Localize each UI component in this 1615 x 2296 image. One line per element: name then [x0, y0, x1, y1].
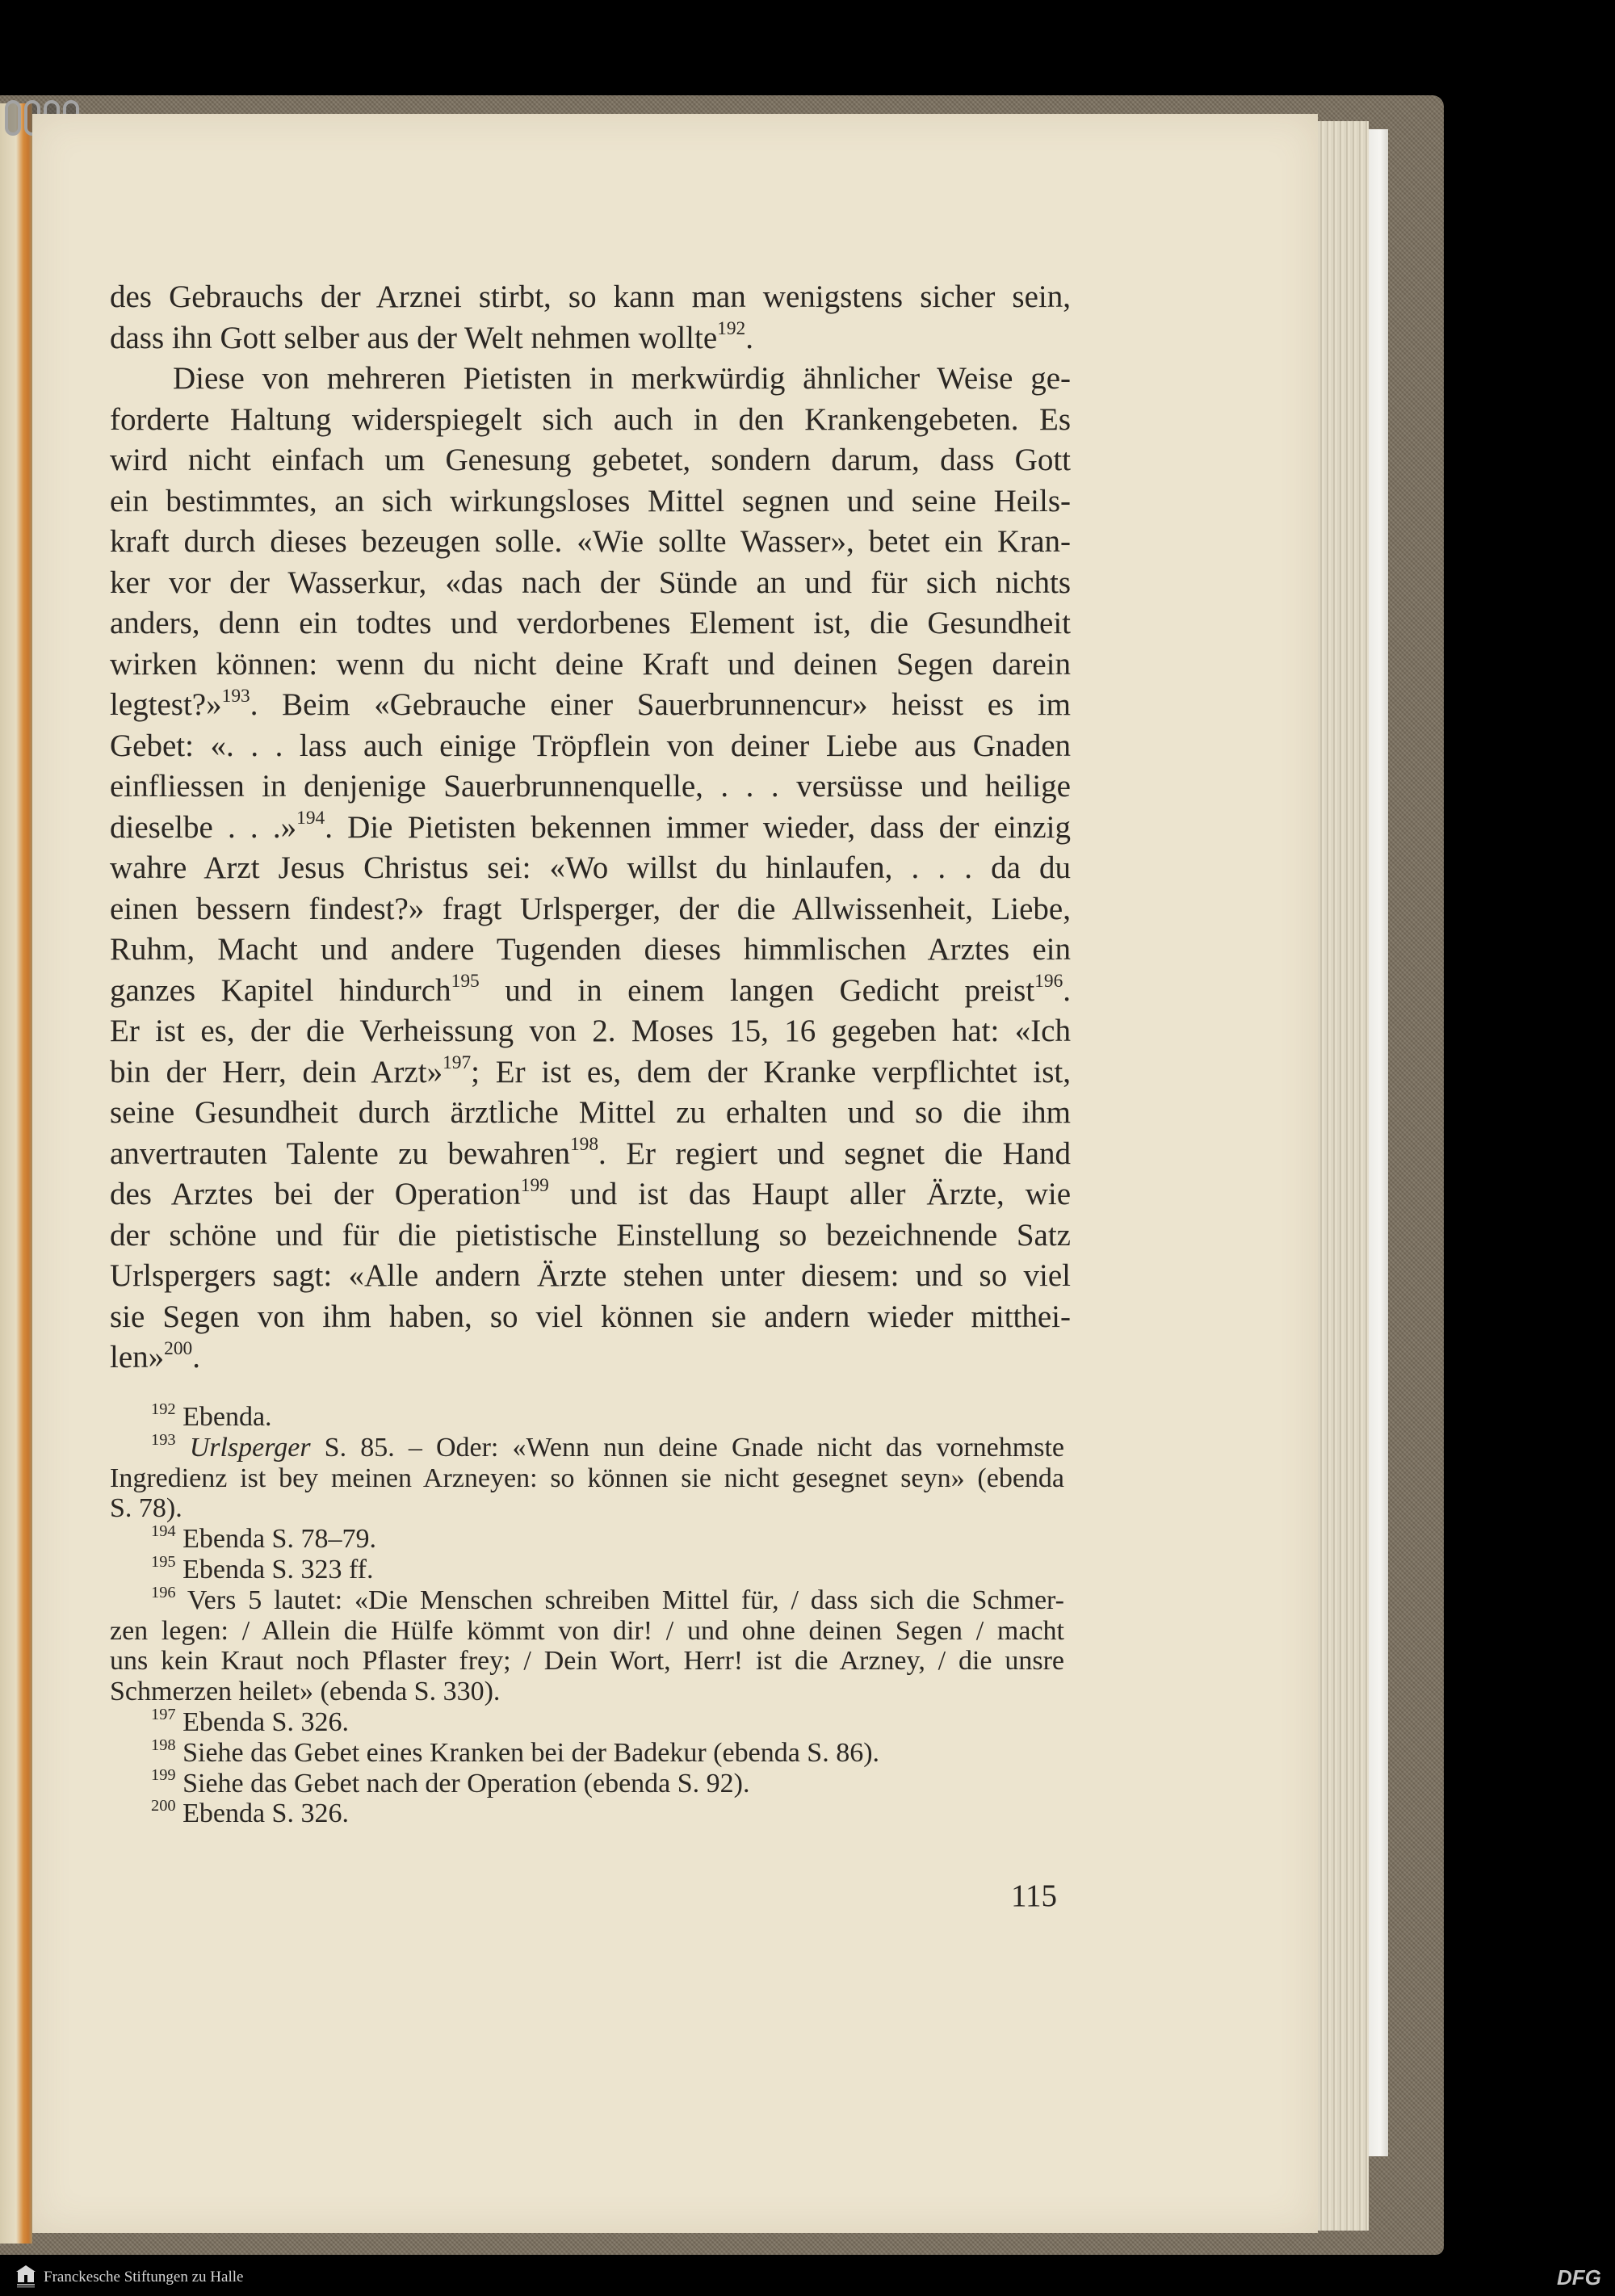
- body-line: [110, 563, 1071, 604]
- footnote-line: [110, 1677, 1064, 1707]
- body-line: [110, 685, 1071, 726]
- body-line: [110, 1215, 1071, 1257]
- footnote-text: Ebenda S. 78–79.: [175, 1524, 376, 1555]
- body-text-run: wirken können: wenn du nicht deine Kraft und deinen Segen darein: [110, 646, 1071, 682]
- endpaper-edge: [1369, 129, 1388, 2156]
- footnote-text: zen legen: / Allein die Hülfe kömmt von dir! / und ohne deinen Segen / macht: [110, 1615, 1064, 1646]
- body-text-run: der schöne und für die pietistische Einstellung so bezeichnende Satz: [110, 1217, 1071, 1253]
- body-text-run: . Er regiert und segnet die Hand: [598, 1135, 1071, 1171]
- page-number: 115: [1010, 1878, 1057, 1913]
- body-text-run: ganzes Kapitel hindurch: [110, 972, 451, 1008]
- body-line: [110, 400, 1071, 441]
- body-line: [110, 1337, 1071, 1379]
- institution-name: Franckesche Stiftungen zu Halle: [44, 2269, 244, 2286]
- footnote-reference: 192: [717, 318, 746, 340]
- footnote-line: [110, 1463, 1064, 1494]
- body-line: [110, 848, 1071, 889]
- footnote-line: [110, 1524, 1064, 1555]
- body-text-run: Er ist es, der die Verheissung von 2. Moses 15, 16 gegeben hat: «Ich: [110, 1014, 1071, 1048]
- body-text-run: anders, denn ein todtes und verdorbenes Element ist, die Gesundheit: [110, 606, 1071, 640]
- footnote-line: [110, 1738, 1064, 1769]
- body-line: [110, 1011, 1071, 1052]
- body-line: [110, 359, 1071, 400]
- body-text-run: anvertrauten Talente zu bewahren: [110, 1135, 570, 1171]
- body-text-run: des Arztes bei der Operation: [110, 1177, 521, 1211]
- body-line: [110, 644, 1071, 686]
- footnote-number: 194: [151, 1522, 176, 1540]
- body-line: [110, 930, 1071, 971]
- footnote-line: [110, 1585, 1064, 1616]
- footnote-line: [110, 1646, 1064, 1677]
- footnote-reference: 199: [520, 1174, 549, 1196]
- footnote-reference: 197: [443, 1052, 472, 1074]
- body-text-run: wird nicht einfach um Genesung gebetet, sondern darum, dass Gott: [110, 443, 1071, 477]
- franckesche-logo-icon: [15, 2263, 37, 2289]
- body-line: [110, 1297, 1071, 1338]
- page-block-edge: [1318, 121, 1369, 2231]
- body-text-run: einen bessern findest?» fragt Urlsperger, der die Allwissenheit, Liebe,: [110, 891, 1071, 926]
- body-text-run: des Gebrauchs der Arznei stirbt, so kann man wenigstens sicher sein,: [110, 279, 1071, 314]
- body-line: [110, 1134, 1071, 1175]
- body-text-run: Diese von mehreren Pietisten in merkwürdig ähnlicher Weise ge-: [173, 361, 1071, 396]
- footnote-reference: 193: [221, 685, 250, 707]
- book-page: [32, 114, 1318, 2233]
- body-text-run: Gebet: «. . . lass auch einige Tröpflein von deiner Liebe aus Gnaden: [110, 728, 1071, 763]
- body-text-run: .: [192, 1340, 200, 1375]
- footnote-line: [110, 1616, 1064, 1647]
- footnote-number: 195: [151, 1552, 176, 1571]
- footnote-number: 199: [151, 1766, 176, 1785]
- body-text-run: Urlspergers sagt: «Alle andern Ärzte stehen unter diesem: und so viel: [110, 1258, 1071, 1293]
- body-text-run: und in einem langen Gedicht preist: [479, 972, 1035, 1008]
- footnotes: [110, 1402, 1064, 1829]
- footnote-line: [110, 1493, 1064, 1524]
- body-text-run: legtest?»: [110, 687, 222, 722]
- footnote-text: Ebenda S. 326.: [175, 1799, 349, 1829]
- body-line: [110, 1174, 1071, 1215]
- footnote-author: Urlsperger: [175, 1432, 311, 1463]
- footnote-reference: 200: [164, 1337, 193, 1359]
- body-line: [110, 522, 1071, 563]
- footnote-reference: 195: [451, 971, 480, 993]
- body-text-run: dass ihn Gott selber aus der Welt nehmen wollte: [110, 320, 718, 355]
- body-line: [110, 603, 1071, 644]
- body-text-run: .: [1063, 972, 1072, 1008]
- body-text: [110, 277, 1071, 1379]
- footnote-number: 198: [151, 1736, 176, 1754]
- body-text-run: . Beim «Gebrauche einer Sauerbrunnencur» heisst es im: [250, 687, 1071, 722]
- body-text-run: Ruhm, Macht und andere Tugenden dieses himmlischen Arztes ein: [110, 932, 1071, 967]
- footnote-text: Vers 5 lautet: «Die Menschen schreiben Mittel für, / dass sich die Schmer-: [175, 1585, 1064, 1615]
- body-text-run: und ist das Haupt aller Ärzte, wie: [548, 1177, 1072, 1211]
- body-line: [110, 318, 1071, 359]
- footnote-line: [110, 1707, 1064, 1738]
- footnote-text: Schmerzen heilet» (ebenda S. 330).: [110, 1677, 501, 1707]
- body-line: [110, 766, 1071, 808]
- footnote-line: [110, 1799, 1064, 1829]
- body-line: [110, 481, 1071, 523]
- footnote-line: [110, 1402, 1064, 1433]
- body-line: [110, 971, 1071, 1012]
- body-text-run: kraft durch dieses bezeugen solle. «Wie sollte Wasser», betet ein Kran-: [110, 524, 1071, 559]
- body-text-run: forderte Haltung widerspiegelt sich auch in den Krankengebeten. Es: [110, 401, 1071, 437]
- footnote-text: Ebenda S. 323 ff.: [175, 1554, 374, 1585]
- body-text-run: . Die Pietisten bekennen immer wieder, dass der einzig: [325, 809, 1072, 845]
- body-line: [110, 440, 1071, 481]
- footnote-text: Ingredienz ist bey meinen Arzneyen: so können sie nicht gesegnet seyn» (ebenda: [110, 1463, 1064, 1493]
- body-line: [110, 889, 1071, 930]
- footnote-text: Ebenda.: [175, 1402, 272, 1432]
- body-text-run: sie Segen von ihm haben, so viel können sie andern wieder mitthei-: [110, 1299, 1071, 1334]
- footnote-number: 192: [151, 1400, 176, 1418]
- footnote-text: uns kein Kraut noch Pflaster frey; / Dein Wort, Herr! ist die Arzney, / die unsre: [110, 1646, 1064, 1677]
- body-line: [110, 808, 1071, 849]
- footnote-number: 200: [151, 1797, 176, 1815]
- footnote-reference: 198: [569, 1134, 599, 1156]
- binding-ring-icon: [5, 100, 21, 136]
- body-text-run: ; Er ist es, dem der Kranke verpflichtet ist,: [471, 1054, 1071, 1089]
- footnote-line: [110, 1766, 1064, 1799]
- footnote-text: Ebenda S. 326.: [175, 1706, 349, 1737]
- body-line: [110, 1256, 1071, 1297]
- body-line: [110, 1052, 1071, 1093]
- footnote-line: [110, 1430, 1064, 1463]
- footnote-number: 193: [151, 1430, 176, 1449]
- body-text-run: ker vor der Wasserkur, «das nach der Sünde an und für sich nichts: [110, 565, 1071, 600]
- body-text-run: einfliessen in denjenige Sauerbrunnenquelle, . . . versüsse und heilige: [110, 769, 1071, 804]
- body-text-run: len»: [110, 1340, 165, 1375]
- footnote-text: S. 85. – Oder: «Wenn nun deine Gnade nicht das vornehmste: [310, 1432, 1064, 1463]
- footnote-number: 197: [151, 1705, 176, 1723]
- footnote-text: S. 78).: [110, 1493, 182, 1524]
- body-text-run: wahre Arzt Jesus Christus sei: «Wo willst du hinlaufen, . . . da du: [110, 850, 1071, 885]
- body-text-run: .: [745, 320, 753, 355]
- dfg-logo: DFG: [1557, 2265, 1601, 2290]
- body-text-run: bin der Herr, dein Arzt»: [110, 1054, 443, 1089]
- footnote-text: Siehe das Gebet nach der Operation (ebenda S. 92).: [175, 1768, 750, 1799]
- footnote-line: [110, 1552, 1064, 1585]
- facing-page-edge: [0, 103, 32, 2244]
- body-text-run: ein bestimmtes, an sich wirkungsloses Mittel segnen und seine Heils-: [110, 483, 1071, 518]
- body-text-run: dieselbe . . .»: [110, 809, 297, 845]
- footnote-reference: 194: [296, 808, 325, 829]
- body-text-run: seine Gesundheit durch ärztliche Mittel zu erhalten und so die ihm: [110, 1095, 1071, 1130]
- body-line: [110, 1093, 1071, 1134]
- body-line: [110, 726, 1071, 767]
- footnote-text: Siehe das Gebet eines Kranken bei der Badekur (ebenda S. 86).: [175, 1737, 880, 1768]
- footnote-number: 196: [151, 1583, 176, 1601]
- footnote-reference: 196: [1034, 971, 1063, 993]
- body-line: [110, 277, 1071, 318]
